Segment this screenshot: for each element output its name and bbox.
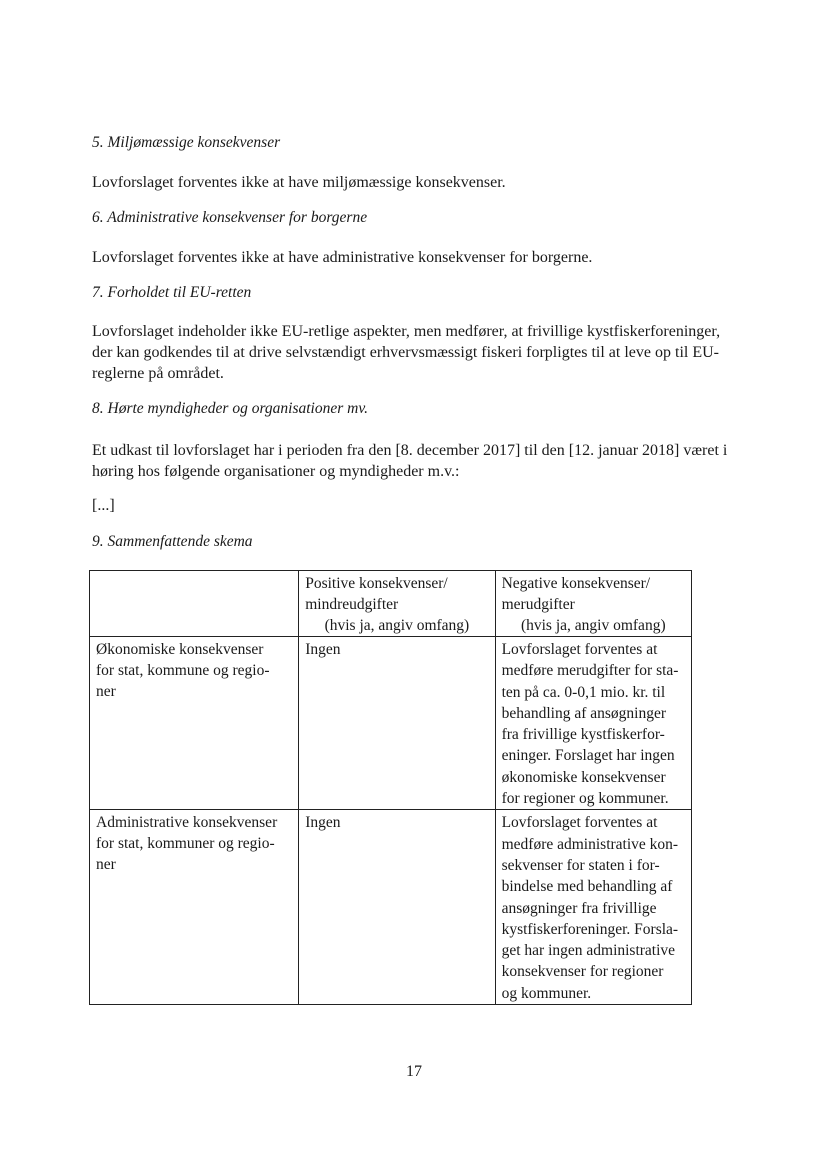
paragraph-line: der kan godkendes til at drive selvstændigt erhvervsmæssigt fiskeri forpligtes til at leve op til EU- [92, 344, 719, 361]
header-line: Negative konsekvenser/ [501, 575, 651, 592]
paragraph-line: Et udkast til lovforslaget har i perioden fra den [8. december 2017] til den [12. januar 2018] været i [92, 442, 728, 459]
cell-line: sekvenser for staten i for- [501, 856, 660, 874]
section-6-text: Lovforslaget forventes ikke at have administrative konsekvenser for borgerne. [92, 249, 593, 266]
row-positive-economic: Ingen [299, 637, 495, 810]
header-line: mindreudgifter [305, 596, 399, 613]
cell-line: Lovforslaget forventes at [501, 641, 658, 658]
header-line: (hvis ja, angiv omfang) [520, 617, 666, 634]
page-number: 17 [406, 1063, 422, 1080]
row-negative-administrative [495, 810, 691, 1005]
cell-line: for regioner og kommuner. [501, 790, 669, 808]
row-positive-administrative: Ingen [299, 810, 495, 1005]
cell-line: og kommuner. [501, 984, 592, 1002]
section-8-heading: 8. Hørte myndigheder og organisationer mv. [92, 400, 368, 417]
header-line: merudgifter [501, 596, 575, 613]
section-8-text [92, 440, 727, 482]
paragraph-line: reglerne på området. [92, 365, 224, 382]
section-8-ellipsis: [...] [92, 497, 115, 514]
row-label-administrative [90, 810, 299, 1005]
label-line: Økonomiske konsekvenser [96, 641, 264, 658]
header-line: Positive konsekvenser/ [305, 575, 448, 592]
cell-line: konsekvenser for regioner [501, 963, 664, 981]
section-5-text: Lovforslaget forventes ikke at have miljømæssige konsekvenser. [92, 174, 506, 191]
table-header-positive [299, 571, 495, 637]
section-9-heading: 9. Sammenfattende skema [92, 533, 253, 550]
label-line: Administrative konsekvenser [96, 814, 278, 832]
table-header-row [90, 571, 692, 637]
cell-line: eninger. Forslaget har ingen [501, 747, 675, 765]
cell-line: Lovforslaget forventes at [501, 814, 658, 832]
row-label-economic [90, 637, 299, 810]
header-line: (hvis ja, angiv omfang) [324, 617, 470, 634]
paragraph-line: Lovforslaget indeholder ikke EU-retlige aspekter, men medfører, at frivillige kystfiskerforeninger, [92, 323, 721, 340]
label-line: ner [96, 683, 116, 700]
cell-line: økonomiske konsekvenser [501, 768, 666, 786]
section-5-heading: 5. Miljømæssige konsekvenser [92, 134, 281, 151]
row-negative-economic [495, 637, 691, 810]
table-row [90, 810, 692, 1005]
section-7-text [92, 321, 720, 384]
cell-line: fra frivillige kystfiskerfor- [501, 726, 665, 744]
cell-line: get har ingen administrative [501, 942, 676, 960]
table-header-empty-cell [90, 571, 299, 637]
cell-line: behandling af ansøgninger [501, 704, 667, 722]
table-header-negative [495, 571, 691, 637]
cell-line: medføre administrative kon- [501, 835, 679, 853]
section-6-heading: 6. Administrative konsekvenser for borgerne [92, 209, 368, 226]
cell-line: kystfiskerforeninger. Forsla- [501, 920, 679, 938]
cell-line: medføre merudgifter for sta- [501, 662, 679, 680]
label-line: for stat, kommuner og regio- [96, 835, 275, 853]
cell-line: ten på ca. 0-0,1 mio. kr. til [501, 683, 666, 701]
label-line: for stat, kommune og regio- [96, 662, 270, 679]
cell-line: ansøgninger fra frivillige [501, 899, 657, 917]
summary-table [89, 570, 692, 1005]
cell-line: bindelse med behandling af [501, 878, 673, 896]
section-7-heading: 7. Forholdet til EU-retten [92, 284, 252, 301]
table-row [90, 637, 692, 810]
paragraph-line: høring hos følgende organisationer og myndigheder m.v.: [92, 463, 460, 480]
label-line: ner [96, 856, 116, 874]
